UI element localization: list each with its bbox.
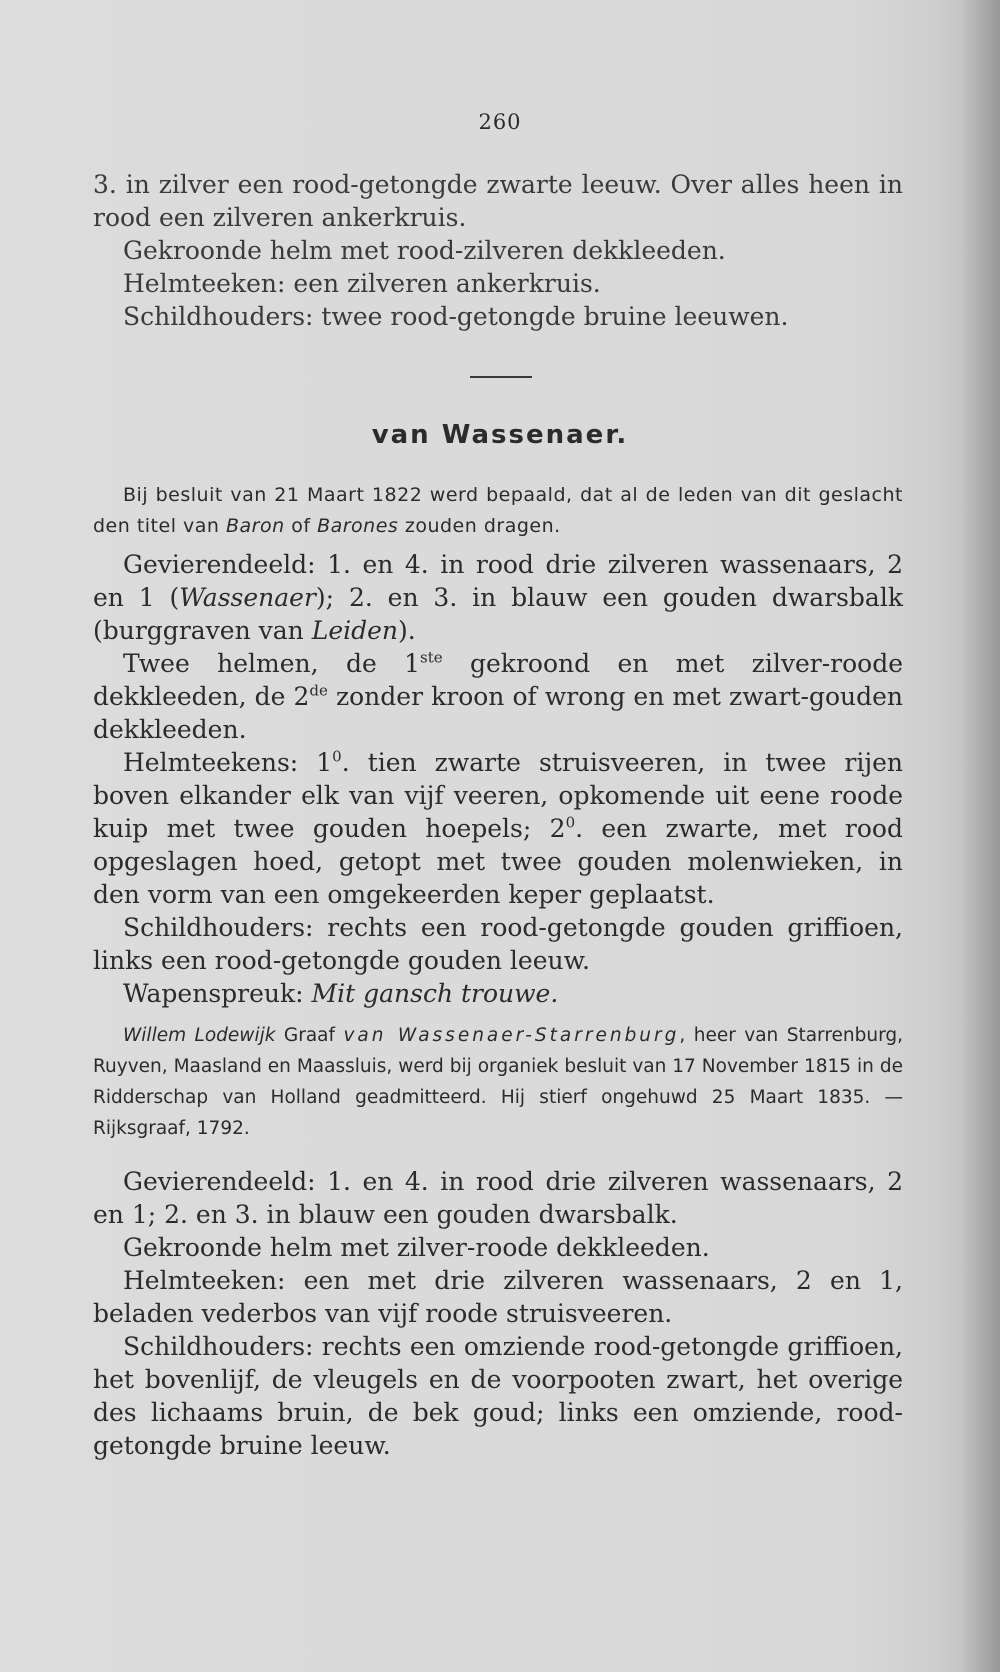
supporters-line: Schildhouders: twee rood-getongde bruine leeuwen. <box>123 302 789 331</box>
quarterly-text-a: Gevierendeeld: 1. en 4. in rood drie zilveren wassenaars, 2 en 1 ( <box>93 550 903 612</box>
section-arms-continued <box>93 168 903 333</box>
crests-text-a: Helmteekens: 1 <box>123 748 333 777</box>
crests-text-c: . een zwarte, met rood opgeslagen hoed, getopt met twee gouden molenwieken, in den vorm van een omgekeerden keper geplaatst. <box>93 814 903 909</box>
title-baron: Baron <box>226 515 285 537</box>
person-name: Willem Lodewijk <box>123 1025 276 1046</box>
page-number: 260 <box>478 110 522 134</box>
biography-body: , heer van Starrenburg, Ruyven, Maasland en Maassluis, werd bij organiek besluit van 17 November 1815 in de Ridderschap van Holland geadmitteerd. Hij stierf ongehuwd 25 Maart 1835. — Rijksgraaf, 1792. <box>93 1025 904 1139</box>
quarterly-leiden: Leiden <box>311 616 399 645</box>
biography-paragraph <box>93 1020 903 1144</box>
crests-paragraph <box>93 746 903 911</box>
family-heading: van Wassenaer. <box>371 420 629 450</box>
decree-text-start: Bij besluit van 21 Maart 1822 werd bepaald, dat al de leden van dit geslacht den titel van <box>93 484 903 537</box>
quarterly-line: Gevierendeeld: 1. en 4. in rood drie zilveren wassenaars, 2 en 1; 2. en 3. in blauw een gouden dwarsbalk. <box>93 1167 903 1229</box>
quarterly-paragraph <box>93 548 903 647</box>
helmets-text-a: Twee helmen, de 1 <box>123 649 421 678</box>
biography-text <box>93 1020 903 1144</box>
blazon-line: 3. in zilver een rood-getongde zwarte leeuw. Over alles heen in rood een zilveren ankerkruis. <box>93 170 903 232</box>
person-title: Graaf <box>275 1025 344 1046</box>
crest-line: Helmteeken: een zilveren ankerkruis. <box>123 269 601 298</box>
ordinal-sup: de <box>309 681 328 700</box>
section-arms-starrenburg <box>93 1165 903 1462</box>
decree-connector: of <box>284 515 318 537</box>
quarterly-text-c: ). <box>398 616 416 645</box>
page-edge-shadow <box>960 0 1000 1672</box>
ordinal-sup: ste <box>420 648 443 667</box>
crest-line: Helmteeken: een met drie zilveren wassenaars, 2 en 1, beladen vederbos van vijf roode struisveeren. <box>93 1266 903 1328</box>
ordinal-sup: 0 <box>332 747 342 766</box>
title-barones: Barones <box>317 515 399 537</box>
helmets-text-b: gekroond en met zilver-roode dekkleeden, de 2 <box>93 649 903 711</box>
decree-paragraph <box>93 480 903 542</box>
motto-text: Mit gansch trouwe. <box>311 979 559 1008</box>
helmets-paragraph <box>93 647 903 746</box>
quarterly-text-b: ); 2. en 3. in blauw een gouden dwarsbalk (burggraven van <box>93 583 903 645</box>
decree-text <box>93 480 903 542</box>
section-divider <box>470 376 532 378</box>
supporters-paragraph: Schildhouders: rechts een rood-getongde gouden griffioen, links een rood-getongde gouden leeuw. <box>93 913 903 975</box>
decree-text-end: zouden dragen. <box>398 515 561 537</box>
motto-label: Wapenspreuk: <box>123 979 312 1008</box>
family-name: van Wassenaer-Starrenburg <box>343 1025 680 1046</box>
helmets-text-c: zonder kroon of wrong en met zwart-gouden dekkleeden. <box>93 682 903 744</box>
quarterly-wassenaer: Wassenaer <box>179 583 316 612</box>
supporters-line: Schildhouders: rechts een omziende rood-getongde griffioen, het bovenlijf, de vleugels en de voorpooten zwart, het overige des lichaams bruin, de bek goud; links een omziende, rood-getongde bruine leeuw. <box>93 1332 903 1460</box>
ordinal-sup: 0 <box>565 813 576 832</box>
helm-line: Gekroonde helm met zilver-roode dekkleeden. <box>123 1233 710 1262</box>
section-arms-wassenaer <box>93 548 903 1010</box>
motto-paragraph <box>93 977 903 1010</box>
helm-line: Gekroonde helm met rood-zilveren dekkleeden. <box>123 236 726 265</box>
crests-text-b: . tien zwarte struisveeren, in twee rijen boven elkander elk van vijf veeren, opkomende uit eene roode kuip met twee gouden hoepels; 2 <box>93 748 903 843</box>
